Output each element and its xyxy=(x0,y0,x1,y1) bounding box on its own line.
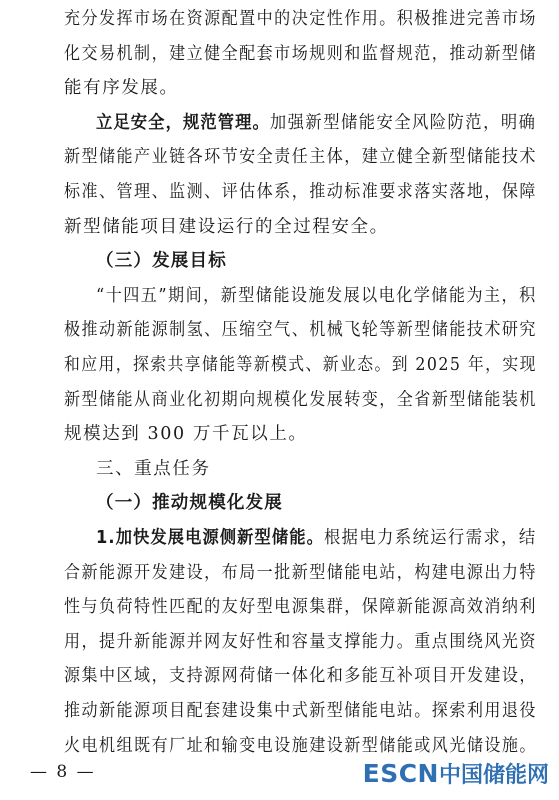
body-line: 充分发挥市场在资源配置中的决定性作用。积极推进完善市场 xyxy=(64,9,537,29)
body-line: 用，提升新能源并网友好性和容量支撑能力。重点围绕风光资 xyxy=(64,631,537,652)
paragraph-lead: 1.加快发展电源侧新型储能。 xyxy=(96,528,324,548)
body-line: 推动新能源项目配套建设集中式新型储能电站。探索利用退役 xyxy=(64,701,537,721)
body-line: 能有序发展。 xyxy=(64,78,179,99)
body-line: 标准、管理、监测、评估体系，推动标准要求落实落地，保障 xyxy=(64,182,537,202)
chapter-heading: 三、重点任务 xyxy=(96,458,211,479)
watermark-chinese: 中国储能网 xyxy=(438,763,549,788)
body-line: 新型储能从商业化初期向规模化发展转变，全省新型储能装机 xyxy=(64,389,537,410)
section-heading: （三）发展目标 xyxy=(96,251,227,272)
body-line: 火电机组既有厂址和输变电设施建设新型储能或风光储设施。 xyxy=(64,735,537,756)
body-line xyxy=(96,527,537,549)
body-text: 加强新型储能安全风险防范，明确 xyxy=(269,112,537,133)
body-line: “十四五”期间，新型储能设施发展以电化学储能为主，积 xyxy=(96,285,537,306)
body-text: 根据电力系统运行需求，结 xyxy=(323,528,537,548)
escn-watermark xyxy=(363,758,549,789)
paragraph-lead: 立足安全，规范管理。 xyxy=(96,112,270,133)
body-line: 极推动新能源制氢、压缩空气、机械飞轮等新型储能技术研究 xyxy=(64,320,537,341)
body-line: 性与负荷特性匹配的友好型电源集群，保障新能源高效消纳利 xyxy=(64,597,537,618)
body-line: 和应用，探索共享储能等新模式、新业态。到 2025 年，实现 xyxy=(64,355,537,375)
body-line: 化交易机制，建立健全配套市场规则和监督规范，推动新型储 xyxy=(64,43,537,64)
body-line: 规模达到 300 万千瓦以上。 xyxy=(64,424,308,445)
body-line: 新型储能产业链各环节安全责任主体，建立健全新型储能技术 xyxy=(64,147,537,168)
section-heading: （一）推动规模化发展 xyxy=(96,493,283,514)
body-line xyxy=(96,112,536,134)
watermark-latin: ESCN xyxy=(362,759,439,788)
page-number: — 8 — xyxy=(30,762,96,782)
body-line: 新型储能项目建设运行的全过程安全。 xyxy=(64,216,389,237)
body-line: 源集中区域，支持源网荷储一体化和多能互补项目开发建设， xyxy=(64,666,537,687)
body-line: 合新能源开发建设，布局一批新型储能电站，构建电源出力特 xyxy=(64,562,537,583)
